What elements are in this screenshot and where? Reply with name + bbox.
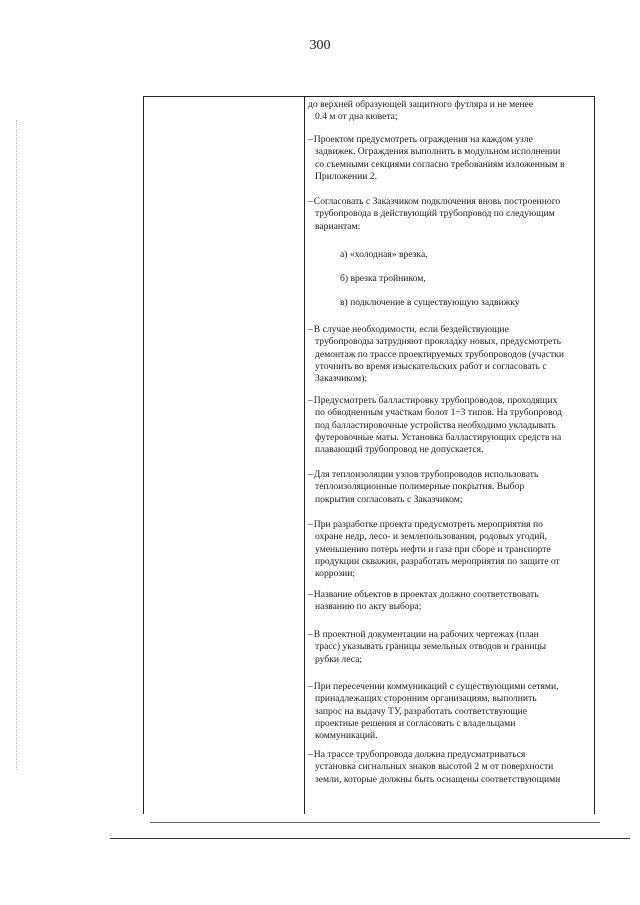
scan-rule-line	[110, 838, 630, 839]
text-line: по обводненным участкам болот 1÷3 типов. На трубопровод	[315, 407, 562, 419]
text-line: названию по акту выбора;	[315, 601, 422, 613]
bullet-dash: –	[308, 196, 313, 207]
bullet-dash: –	[308, 519, 313, 530]
text-line: рубки леса;	[315, 653, 362, 665]
text-line: принадлежащих сторонним организациям, выполнить	[315, 693, 537, 705]
bullet-dash: –	[308, 629, 313, 640]
text-line: Предусмотреть балластировку трубопроводов, проходящих	[313, 395, 558, 406]
list-item	[308, 629, 592, 666]
list-item	[308, 196, 592, 233]
text-line: В случае необходимости, если бездействующие	[313, 324, 509, 335]
list-item	[308, 589, 592, 614]
list-item	[308, 749, 592, 786]
variant-c: в) подключение в существующую задвижку	[340, 297, 520, 308]
text-line: до верхней образующей защитного футляра и не менее	[308, 99, 534, 110]
bullet-dash: –	[308, 395, 313, 406]
text-line: вариантам:	[315, 220, 361, 232]
text-line: со съемными секциями согласно требованиям изложенным в	[315, 158, 565, 170]
variant-a: а) «холодная» врезка,	[340, 249, 428, 260]
text-line: трубопровода в действующий трубопровод по следующим	[315, 208, 555, 220]
text-line: коррозии;	[315, 568, 356, 580]
text-line: При пересечении коммуникаций с существующими сетями,	[313, 681, 559, 692]
list-item	[308, 395, 592, 456]
text-line: задвижек. Ограждения выполнить в модульном исполнении	[315, 146, 561, 158]
bullet-dash: –	[308, 324, 313, 335]
list-item	[308, 519, 592, 580]
scan-rule-line	[150, 822, 600, 823]
list-item	[308, 469, 592, 506]
bullet-dash: –	[308, 134, 313, 145]
text-line: проектные решения и согласовать с владельцами	[315, 717, 516, 729]
text-line: Название объектов в проектах должно соответствовать	[313, 589, 539, 600]
text-line: коммуникаций.	[315, 730, 378, 742]
text-line: под балластировочные устройства необходимо укладывать	[315, 419, 556, 431]
text-line: При разработке проекта предусмотреть мероприятия по	[313, 519, 543, 530]
text-line: футеровочные маты. Установка балластирующих средств на	[315, 431, 562, 443]
text-line: На трассе трубопровода должна предусматриваться	[313, 749, 526, 760]
text-line: запрос на выдачу ТУ, разработать соответствующие	[315, 705, 528, 717]
text-line: Согласовать с Заказчиком подключения вновь построенного	[313, 196, 561, 207]
list-item	[308, 134, 592, 183]
page-number: 300	[309, 38, 331, 53]
text-line: теплоизоляционные полимерные покрытия. Выбор	[315, 481, 525, 493]
text-line: охране недр, лесо- и землепользования, родовых угодий,	[315, 531, 547, 543]
variant-b: б) врезка тройником,	[340, 273, 426, 284]
bullet-dash: –	[308, 589, 313, 600]
list-item	[308, 324, 592, 385]
text-line: В проектной документации на рабочих чертежах (план	[313, 629, 539, 640]
text-line: земли, которые должны быть оснащены соответствующими	[315, 773, 561, 785]
text-line: 0.4 м от дна кювета;	[315, 111, 398, 123]
text-line: демонтаж по трассе проектируемых трубопроводов (участки	[315, 348, 564, 360]
top-fragment	[308, 99, 592, 124]
text-line: Для теплоизоляции узлов трубопроводов использовать	[313, 469, 539, 480]
text-line: уменьшению потерь нефти и газа при сборе и транспорте	[315, 543, 551, 555]
text-line: покрытия согласовать с Заказчиком;	[315, 493, 463, 505]
text-line: Приложении 2.	[315, 170, 377, 182]
text-line: Заказчиком);	[315, 373, 368, 385]
text-line: трубопроводы затрудняют прокладку новых, предусмотреть	[315, 336, 562, 348]
text-line: продукции скважин, разработать мероприятия по защите от	[315, 555, 560, 567]
text-line: Проектом предусмотреть ограждения на каждом узле	[313, 134, 533, 145]
text-line: уточнить во время изыскательских работ и согласовать с	[315, 360, 547, 372]
text-line: трасс) указывать границы земельных отводов и границы	[315, 641, 547, 653]
text-line: плавающий трубопровод не допускается.	[315, 444, 484, 456]
table-column-divider	[304, 96, 305, 814]
scan-margin-artifact	[16, 120, 17, 770]
bullet-dash: –	[308, 469, 313, 480]
bullet-dash: –	[308, 681, 313, 692]
bullet-dash: –	[308, 749, 313, 760]
text-line: установка сигнальных знаков высотой 2 м от поверхности	[315, 761, 554, 773]
list-item	[308, 681, 592, 742]
